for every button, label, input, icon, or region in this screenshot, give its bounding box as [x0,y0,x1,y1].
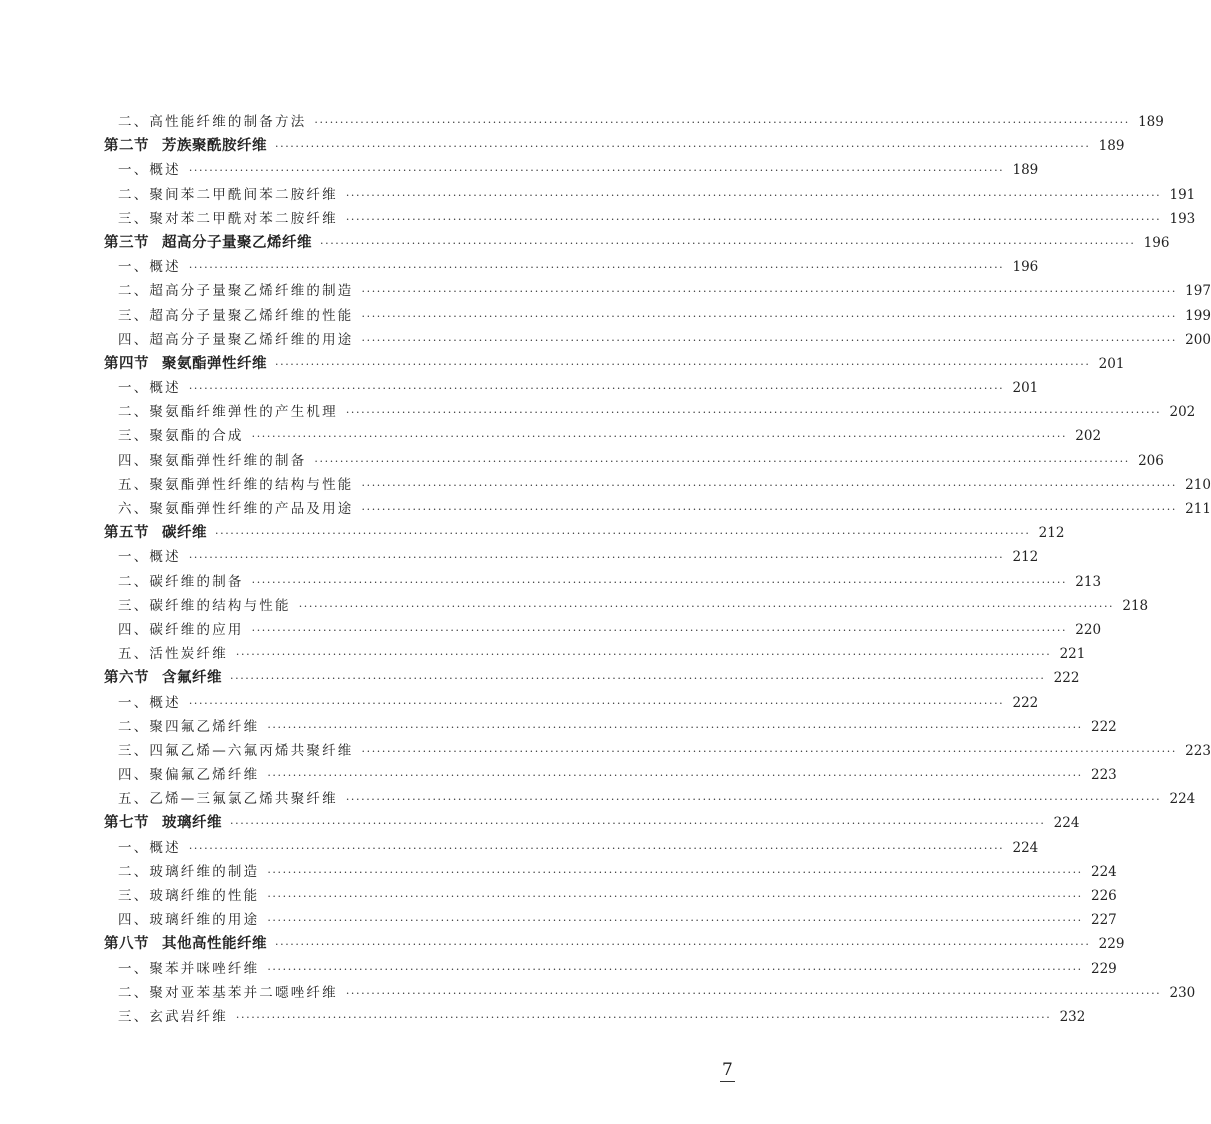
toc-page-number: 224 [1053,815,1080,832]
toc-entry-title [104,521,207,545]
dot-leader: ································································································································································ [314,116,1130,129]
dot-leader: ································································································································································ [345,793,1162,807]
dot-leader: ································································································································································ [320,236,1136,250]
toc-entry-title [104,811,222,835]
toc-page-number: 200 [1185,331,1211,348]
toc-entry-title: 二、聚四氟乙烯纤维 [118,718,260,735]
toc-page-number: 222 [1012,694,1039,711]
toc-entry-title [104,231,312,255]
toc-page-number: 189 [1098,138,1125,155]
toc-entry-row[interactable] [104,642,1086,666]
toc-page-number: 189 [1012,162,1039,179]
dot-leader: ································································································································································ [251,575,1068,589]
dot-leader: ································································································································································ [267,890,1083,903]
toc-entry-row[interactable] [104,545,1039,569]
toc-entry-title: 四、聚偏氟乙烯纤维 [118,767,260,784]
toc-entry-title: 三、玻璃纤维的性能 [118,888,260,904]
toc-entry-title: 一、概述 [118,839,181,856]
toc-entry-row[interactable] [104,787,1196,811]
toc-section-row[interactable] [104,666,1080,690]
toc-page-number: 224 [1169,791,1196,808]
toc-entry-row[interactable] [104,860,1117,884]
toc-entry-row[interactable] [104,376,1039,400]
toc-page-number: 227 [1090,912,1117,929]
dot-leader: ································································································································································ [188,841,1005,855]
dot-leader: ································································································································································ [345,212,1162,226]
toc-section-title: 含氟纤维 [162,669,222,687]
toc-entry-title: 一、概述 [118,259,181,276]
toc-section-row[interactable] [104,811,1080,835]
toc-page-number: 218 [1122,597,1149,614]
toc-entry-row[interactable] [104,304,1211,328]
toc-entry-title: 三、碳纤维的结构与性能 [118,597,291,614]
toc-entry-row[interactable] [104,957,1117,981]
toc-page-number: 196 [1012,259,1039,276]
toc-entry-title: 二、超高分子量聚乙烯纤维的制造 [118,283,354,300]
dot-leader: ································································································································································ [230,817,1046,831]
toc-entry-title: 二、聚氨酯纤维弹性的产生机理 [118,404,338,421]
toc-entry-row[interactable] [104,255,1039,279]
dot-leader: ································································································································································ [188,551,1005,565]
toc-page-number: 222 [1090,718,1117,735]
dot-leader: ································································································································································ [188,261,1005,275]
toc-page-number: 189 [1138,114,1164,130]
toc-entry-row[interactable] [104,449,1164,473]
toc-page-number: 212 [1038,525,1065,542]
dot-leader: ································································································································································ [298,599,1115,613]
toc-page-number: 229 [1090,960,1117,977]
dot-leader: ································································································································································ [361,478,1177,492]
toc-section-number: 第二节 [104,137,149,155]
toc-entry-title [104,932,267,956]
toc-entry-row[interactable] [104,1005,1086,1029]
toc-section-row[interactable] [104,932,1125,956]
toc-entry-title: 三、四氟乙烯—六氟丙烯共聚纤维 [118,742,354,759]
toc-entry-title: 一、概述 [118,549,181,566]
toc-entry-title: 四、玻璃纤维的用途 [118,912,260,929]
toc-entry-row[interactable] [104,110,1164,134]
toc-section-number: 第四节 [104,354,149,372]
toc-entry-title: 二、聚对亚苯基苯并二噁唑纤维 [118,984,338,1001]
toc-page-number: 223 [1090,767,1117,784]
toc-section-row[interactable] [104,352,1125,376]
toc-entry-row[interactable] [104,158,1039,182]
table-of-contents [104,110,1211,1029]
toc-entry-title: 三、超高分子量聚乙烯纤维的性能 [118,307,354,324]
dot-leader: ································································································································································ [361,285,1177,299]
dot-leader: ································································································································································ [314,454,1130,468]
toc-entry-title: 二、聚间苯二甲酰间苯二胺纤维 [118,186,338,203]
toc-section-title: 其他高性能纤维 [162,935,267,953]
dot-leader: ································································································································································ [361,503,1177,516]
toc-entry-title: 四、超高分子量聚乙烯纤维的用途 [118,331,354,348]
toc-page-number: 221 [1059,646,1086,663]
toc-entry-row[interactable] [104,279,1211,303]
dot-leader: ································································································································································ [361,333,1177,347]
dot-leader: ································································································································································ [361,309,1177,323]
dot-leader: ································································································································································ [267,962,1083,976]
toc-page-number: 201 [1012,380,1039,397]
toc-entry-row[interactable] [104,763,1117,787]
toc-entry-row[interactable] [104,207,1196,231]
dot-leader: ································································································································································ [361,744,1177,758]
toc-entry-row[interactable] [104,908,1117,932]
toc-entry-title: 三、玄武岩纤维 [118,1008,228,1025]
toc-page-number: 224 [1012,839,1039,856]
toc-entry-title: 五、乙烯—三氟氯乙烯共聚纤维 [118,791,338,808]
toc-entry-title: 一、概述 [118,162,181,179]
toc-section-title: 超高分子量聚乙烯纤维 [162,233,312,251]
toc-page-number: 210 [1185,476,1211,493]
toc-section-number: 第七节 [104,814,149,832]
toc-page-number: 226 [1090,888,1117,904]
toc-section-number: 第五节 [104,524,149,542]
toc-page-number: 202 [1075,428,1102,445]
toc-section-number: 第六节 [104,669,149,687]
toc-entry-title: 一、概述 [118,380,181,397]
toc-section-row[interactable] [104,231,1170,255]
dot-leader: ································································································································································ [251,430,1068,444]
dot-leader: ································································································································································ [188,696,1005,710]
toc-entry-title: 四、聚氨酯弹性纤维的制备 [118,452,307,469]
toc-entry-row[interactable] [104,594,1149,618]
toc-entry-row[interactable] [104,884,1117,908]
toc-page-number: 199 [1185,307,1211,324]
toc-page-number: 211 [1185,501,1211,517]
toc-page-number: 224 [1090,863,1117,880]
toc-page-number: 229 [1098,936,1125,953]
toc-entry-row[interactable] [104,570,1102,594]
toc-page-number: 232 [1059,1008,1086,1025]
dot-leader: ································································································································································ [215,527,1031,541]
toc-page-number: 206 [1138,452,1164,469]
toc-page-number: 201 [1098,355,1125,372]
toc-entry-row[interactable] [104,473,1211,497]
toc-section-title: 玻璃纤维 [162,814,222,832]
toc-entry-title [104,134,267,158]
dot-leader: ································································································································································ [267,914,1083,928]
toc-entry-title [104,666,222,690]
toc-page-number: 202 [1169,404,1196,421]
toc-section-row[interactable] [104,521,1065,545]
toc-section-row[interactable] [104,134,1125,158]
toc-page-number: 197 [1185,283,1211,300]
dot-leader: ································································································································································ [230,672,1046,686]
dot-leader: ································································································································································ [267,865,1083,879]
dot-leader: ································································································································································ [188,382,1005,396]
toc-section-number: 第三节 [104,233,149,251]
toc-entry-row[interactable] [104,183,1196,207]
toc-entry-row[interactable] [104,739,1211,763]
toc-entry-title: 一、聚苯并咪唑纤维 [118,960,260,977]
dot-leader: ································································································································································ [275,938,1091,952]
toc-entry-row[interactable] [104,497,1211,521]
toc-entry-row[interactable] [104,691,1039,715]
toc-entry-title: 六、聚氨酯弹性纤维的产品及用途 [118,501,354,517]
toc-entry-title: 二、高性能纤维的制备方法 [118,114,307,130]
toc-entry-title: 三、聚对苯二甲酰对苯二胺纤维 [118,210,338,227]
toc-page-number: 213 [1075,573,1102,590]
toc-entry-row[interactable] [104,328,1211,352]
toc-entry-row[interactable] [104,424,1102,448]
dot-leader: ································································································································································ [251,623,1068,637]
toc-section-title: 芳族聚酰胺纤维 [162,137,267,155]
toc-page-number: 191 [1169,186,1196,203]
toc-entry-title: 三、聚氨酯的合成 [118,428,244,445]
dot-leader: ································································································································································ [275,140,1091,154]
toc-page-number: 193 [1169,210,1196,227]
dot-leader: ································································································································································ [188,164,1005,178]
toc-entry-title: 二、玻璃纤维的制造 [118,863,260,880]
dot-leader: ································································································································································ [267,720,1083,734]
toc-entry-title: 四、碳纤维的应用 [118,621,244,638]
dot-leader: ································································································································································ [267,769,1083,783]
toc-section-number: 第八节 [104,935,149,953]
toc-entry-title: 一、概述 [118,694,181,711]
page-number: 7 [722,1060,733,1080]
toc-page-number: 212 [1012,549,1039,566]
dot-leader: ································································································································································ [345,986,1162,1000]
toc-section-title: 碳纤维 [162,524,207,542]
dot-leader: ································································································································································ [235,648,1052,662]
toc-page-number: 220 [1075,621,1102,638]
toc-page-number: 230 [1169,984,1196,1001]
toc-entry-title: 五、活性炭纤维 [118,646,228,663]
toc-section-title: 聚氨酯弹性纤维 [162,354,267,372]
toc-entry-title [104,352,267,376]
dot-leader: ································································································································································ [345,406,1162,420]
toc-page-number: 222 [1053,670,1080,687]
toc-page-number: 223 [1185,742,1211,759]
toc-page-number: 196 [1143,234,1170,251]
toc-entry-row[interactable] [104,836,1039,860]
dot-leader: ································································································································································ [275,357,1091,371]
toc-entry-row[interactable] [104,618,1102,642]
toc-entry-row[interactable] [104,715,1117,739]
toc-entry-row[interactable] [104,981,1196,1005]
toc-entry-title: 二、碳纤维的制备 [118,573,244,590]
dot-leader: ································································································································································ [345,188,1162,202]
toc-entry-row[interactable] [104,400,1196,424]
toc-entry-title: 五、聚氨酯弹性纤维的结构与性能 [118,476,354,493]
dot-leader: ································································································································································ [235,1010,1052,1024]
